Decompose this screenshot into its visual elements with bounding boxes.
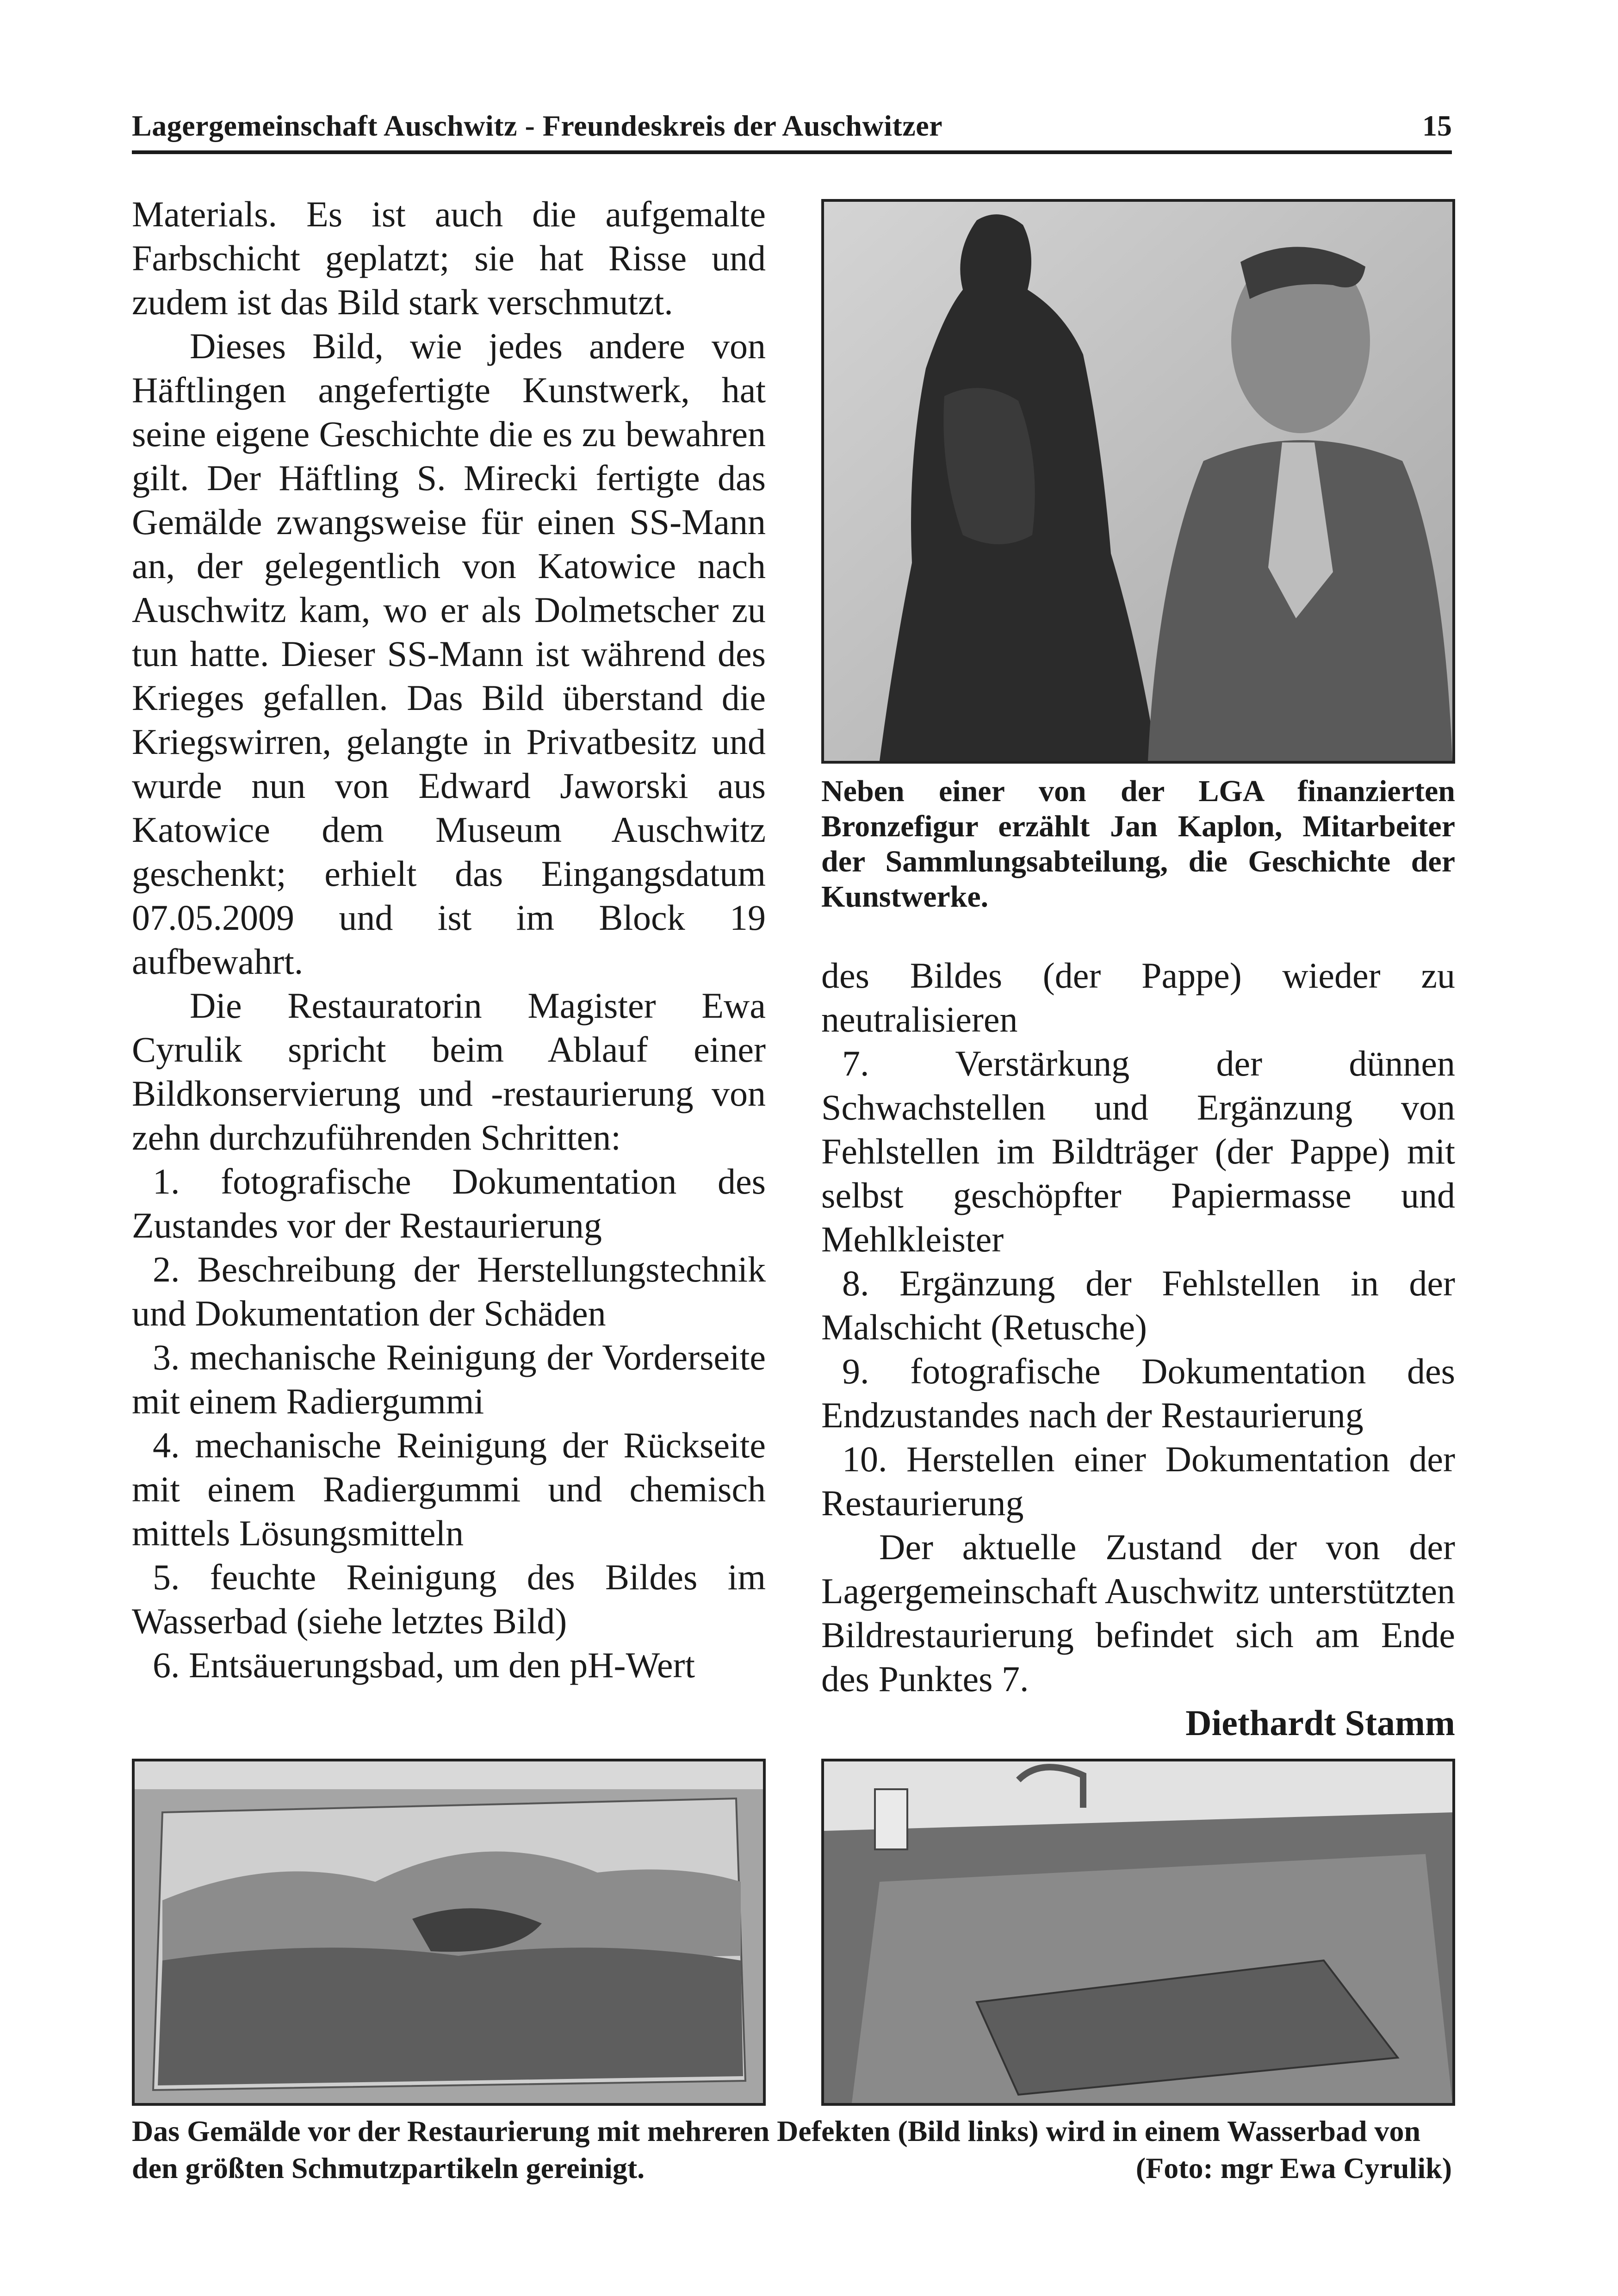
paragraph: Materials. Es ist auch die aufgemalte Farbschicht geplatzt; sie hat Risse und zudem ist das Bild stark verschmutzt.	[132, 194, 766, 322]
photo-caption: Neben einer von der LGA finanzierten Bronzefigur erzählt Jan Kaplon, Mitarbeiter der Sammlungsabteilung, die Geschichte der Kunstwerke.	[821, 774, 1455, 914]
paragraph: Dieses Bild, wie jedes andere von Häftlingen angefertigte Kunstwerk, hat seine eigene Geschichte die es zu bewahren gilt. Der Häftling S. Mirecki fertigte das Gemälde zwangsweise für einen SS-Mann an, der gelegentlich von Katowice nach Auschwitz kam, wo er als Dolmetscher zu tun hatte. Dieser SS-Mann ist während des Krieges gefallen. Das Bild überstand die Kriegswirren, gelangte in Privatbesitz und wurde nun von Edward Jaworski aus Katowice dem Museum Auschwitz geschenkt; erhielt das Eingangsdatum 07.05.2009 und ist im Block 19 aufbewahrt.	[132, 326, 766, 982]
paragraph: Die Restauratorin Magister Ewa Cyrulik spricht beim Ablauf einer Bildkonservierung und -restaurierung von zehn durchzuführenden Schritten:	[132, 985, 766, 1157]
step-item: 8. Ergänzung der Fehlstellen in der Malschicht (Retusche)	[821, 1263, 1455, 1347]
step-item: 1. fotografische Dokumentation des Zustandes vor der Restaurierung	[132, 1161, 766, 1245]
bottom-photo-caption	[132, 2113, 1452, 2187]
step-item: 5. feuchte Reinigung des Bildes im Wasserbad (siehe letztes Bild)	[132, 1557, 766, 1641]
step-item: 9. fotografische Dokumentation des Endzustandes nach der Restaurierung	[821, 1351, 1455, 1435]
page-number: 15	[1422, 109, 1452, 142]
caption-text: Das Gemälde vor der Restaurierung mit mehreren Defekten (Bild links) wird in einem Wasserbad von den größten Schmutzpartikeln gereinigt.	[132, 2115, 1421, 2184]
step-item: 7. Verstärkung der dünnen Schwachstellen und Ergänzung von Fehlstellen im Bildträger (der Pappe) mit selbst geschöpfter Papiermasse und Mehlkleister	[821, 1043, 1455, 1259]
paragraph: Der aktuelle Zustand der von der Lagergemeinschaft Auschwitz unterstützten Bildrestaurierung befindet sich am Ende des Punktes 7.	[821, 1527, 1455, 1699]
header-title: Lagergemeinschaft Auschwitz - Freundeskreis der Auschwitzer	[132, 109, 942, 142]
left-column	[132, 192, 766, 1687]
photo-credit: (Foto: mgr Ewa Cyrulik)	[1135, 2152, 1452, 2184]
photo-damaged-painting	[132, 1759, 766, 2106]
step-item: 2. Beschreibung der Herstellungstechnik und Dokumentation der Schäden	[132, 1249, 766, 1333]
right-column	[821, 953, 1455, 1745]
step-item: 10. Herstellen einer Dokumentation der Restaurierung	[821, 1439, 1455, 1523]
step-item: 6. Entsäuerungsbad, um den pH-Wert	[153, 1645, 695, 1685]
step-item: 4. mechanische Reinigung der Rückseite mit einem Radiergummi und chemisch mittels Lösungsmitteln	[132, 1425, 766, 1553]
page-header	[132, 104, 1452, 154]
step-item: 3. mechanische Reinigung der Vorderseite mit einem Radiergummi	[132, 1337, 766, 1421]
author-name: Diethardt Stamm	[1185, 1703, 1455, 1743]
photo-water-bath	[821, 1759, 1455, 2106]
paragraph: des Bildes (der Pappe) wieder zu neutralisieren	[821, 955, 1455, 1039]
photo-restorer-with-bronze-figure	[821, 199, 1455, 764]
